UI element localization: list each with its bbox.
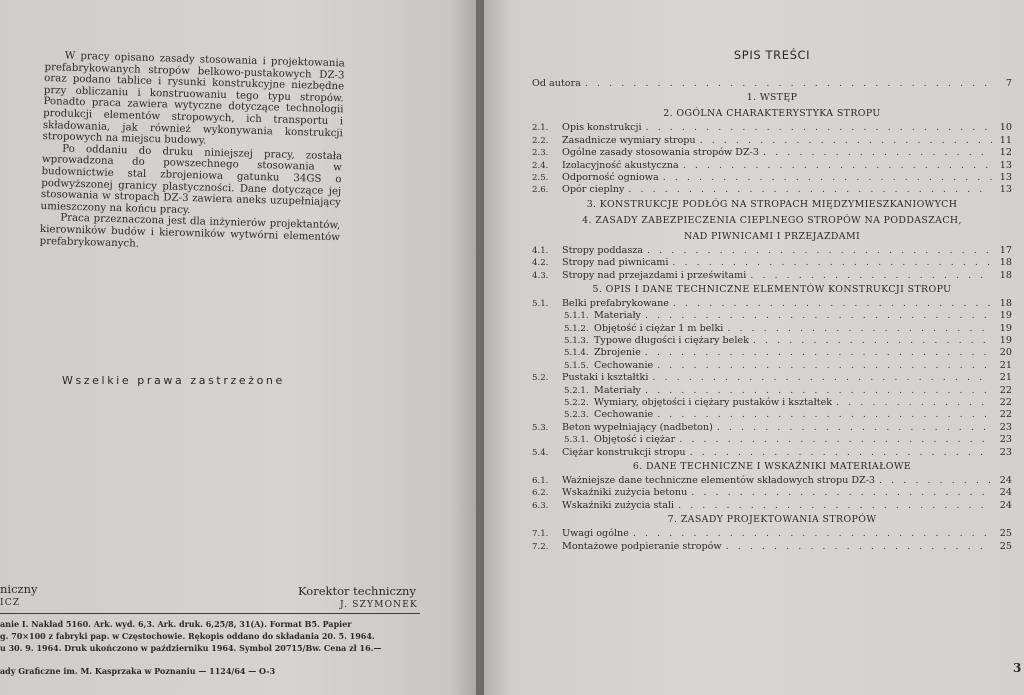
toc-entry-page: 22 <box>999 397 1012 409</box>
toc-entry-number: 5.1. <box>532 298 549 309</box>
toc-entry-number: 6.2. <box>532 488 549 499</box>
toc-entry-page: 10 <box>999 122 1012 134</box>
toc-title: SPIS TREŚCI <box>733 48 811 62</box>
toc-entry-page: 12 <box>999 147 1012 159</box>
toc-leader-dots <box>678 500 992 511</box>
toc-section-heading: 5. OPIS I DANE TECHNICZNE ELEMENTÓW KONSTRUKCJI STROPU <box>592 283 952 295</box>
toc-entry-page: 13 <box>999 171 1012 183</box>
toc-leader-dots <box>763 147 992 158</box>
toc-entry <box>532 434 1012 446</box>
toc-entry-number: 5.3. <box>532 422 549 433</box>
page-number: 3 <box>1013 661 1022 675</box>
toc-entry-number: 7.2. <box>532 541 549 552</box>
toc-entry-number: 5.4. <box>532 447 549 458</box>
toc-leader-dots <box>691 487 992 498</box>
toc-entry-page: 23 <box>999 434 1012 446</box>
toc-entry-page: 24 <box>999 487 1012 499</box>
toc-entry-title: Materiały <box>594 310 641 322</box>
intro-paragraph-1: W pracy opisano zasady stosowania i projektowania prefabrykowanych stropów belkowo-pustakowych DZ-3 oraz podano tablice i rysunki konstrukcyjne niezbędne przy obliczaniu i konstruowaniu tego typu stropów. Ponadto praca zawiera wytyczne dotyczące technologii produkcji elementów stropowych, ich transportu i składowania, jak również wykonywania konstrukcji stropowych na miejscu budowy. <box>42 50 345 147</box>
toc-leader-dots <box>645 347 992 358</box>
toc-entry-title: Ciężar konstrukcji stropu <box>562 446 686 458</box>
toc-entry-number: 6.3. <box>532 500 549 511</box>
toc-entry-title: Ogólne zasady stosowania stropów DZ-3 <box>562 147 760 159</box>
toc-entry <box>532 160 1012 172</box>
toc-entry <box>532 135 1012 147</box>
toc-leader-dots <box>663 172 992 183</box>
toc-entry <box>532 447 1012 459</box>
toc-section-heading: 1. WSTĘP <box>746 92 798 104</box>
editor-name: ICZ <box>0 598 21 608</box>
toc-entry <box>532 310 1012 322</box>
toc-leader-dots <box>726 541 992 552</box>
toc-section-heading: 4. ZASADY ZABEZPIECZENIA CIEPLNEGO STROPÓW NA PODDASZACH, <box>582 214 962 226</box>
toc-leader-dots <box>646 122 992 133</box>
toc-section-heading: NAD PIWNICAMI I PRZEJAZDAMI <box>683 230 861 242</box>
imprint-line-1: anie I. Nakład 5160. Ark. wyd. 6,3. Ark. druk. 6,25/8, 31(A). Format B5. Papier <box>0 619 352 629</box>
right-page <box>484 0 1024 695</box>
toc-entry-page: 25 <box>999 528 1012 540</box>
toc-entry <box>532 422 1012 434</box>
editor-role: niczny <box>0 582 38 596</box>
proofreader-name: J. SZYMONEK <box>340 600 418 610</box>
intro-paragraph-2: Po oddaniu do druku niniejszej pracy, została wprowadzona do powszechnego stosowania w budownictwie stal zbrojeniowa gatunku 34GS o podwyższonej granicy plastyczności. Dane dotyczące jej stosowania w stropach DZ-3 zawiera aneks uzupełniający umieszczony na końcu pracy. <box>40 143 343 216</box>
imprint-line-2: g. 70×100 z fabryki pap. w Częstochowie. Rękopis oddano do składania 20. 5. 1964. <box>0 631 375 641</box>
toc-entry <box>532 541 1012 553</box>
toc-entry-page: 24 <box>999 474 1012 486</box>
toc-section-heading: 2. OGÓLNA CHARAKTERYSTYKA STROPU <box>663 108 881 120</box>
toc-entry <box>532 78 1012 90</box>
toc-entry-number: 5.1.4. <box>564 348 589 359</box>
toc-entry-page: 11 <box>999 134 1012 146</box>
toc-leader-dots <box>645 385 992 396</box>
toc-entry <box>532 270 1012 282</box>
toc-leader-dots <box>717 422 992 433</box>
toc-section-heading: 3. KONSTRUKCJE PODŁÓG NA STROPACH MIĘDZYMIESZKANIOWYCH <box>586 198 958 210</box>
toc-entry-title: Wskaźniki zużycia stali <box>562 499 675 511</box>
imprint-line-3: u 30. 9. 1964. Druk ukończono w październiku 1964. Symbol 20715/Bw. Cena zł 16.— <box>0 643 382 653</box>
toc-entry-title: Objętość i ciężar 1 m belki <box>594 322 724 334</box>
toc-leader-dots <box>672 257 992 268</box>
toc-entry-number: 2.3. <box>532 148 549 159</box>
toc-entry-title: Montażowe podpieranie stropów <box>562 540 722 552</box>
toc-entry <box>532 298 1012 310</box>
toc-leader-dots <box>657 360 992 371</box>
toc-entry-title: Materiały <box>594 384 641 396</box>
toc-entry-number: 5.1.5. <box>564 360 589 371</box>
toc-entry <box>532 122 1012 134</box>
table-of-contents <box>532 48 1012 553</box>
toc-leader-dots <box>647 245 992 256</box>
toc-leader-dots <box>645 310 992 321</box>
toc-entry-page: 20 <box>999 347 1012 359</box>
toc-entry <box>532 409 1012 421</box>
toc-entry-page: 17 <box>999 244 1012 256</box>
toc-leader-dots <box>633 528 992 539</box>
toc-entry-number: 2.4. <box>532 160 549 171</box>
toc-entry <box>532 184 1012 196</box>
toc-entry-title: Opis konstrukcji <box>562 122 642 134</box>
toc-entry-number: 2.5. <box>532 172 549 183</box>
toc-entry-title: Opór cieplny <box>562 184 625 196</box>
toc-leader-dots <box>679 434 992 445</box>
proofreader-role: Korektor techniczny <box>298 584 416 598</box>
toc-entry <box>532 500 1012 512</box>
left-page <box>0 0 478 695</box>
toc-leader-dots <box>673 298 992 309</box>
toc-entry-number: 5.2. <box>532 373 549 384</box>
toc-entry <box>532 372 1012 384</box>
toc-entry-page: 21 <box>999 372 1012 384</box>
toc-entry-page: 13 <box>999 159 1012 171</box>
toc-entry-number: 2.2. <box>532 135 549 146</box>
toc-entry <box>532 323 1012 335</box>
toc-entry-number: 7.1. <box>532 529 549 540</box>
toc-entry-title: Izolacyjność akustyczna <box>562 159 679 171</box>
toc-section-heading: 6. DANE TECHNICZNE I WSKAŹNIKI MATERIAŁOWE <box>632 460 912 472</box>
toc-entry-number: 4.1. <box>532 245 549 256</box>
toc-entry-page: 19 <box>999 322 1012 334</box>
toc-entry-title: Stropy nad przejazdami i prześwitami <box>562 269 747 281</box>
toc-entry-title: Wymiary, objętości i ciężary pustaków i kształtek <box>594 397 833 409</box>
toc-entry-number: 6.1. <box>532 475 549 486</box>
toc-entry-number: 5.2.3. <box>564 410 589 421</box>
toc-entry-number: 2.1. <box>532 123 549 134</box>
toc-entry <box>532 147 1012 159</box>
toc-entry-title: Wskaźniki zużycia betonu <box>562 487 688 499</box>
toc-leader-dots <box>750 270 992 281</box>
toc-entry-page: 18 <box>999 269 1012 281</box>
toc-entry-title: Zasadnicze wymiary stropu <box>562 134 696 146</box>
toc-entry-title: Typowe długości i ciężary belek <box>594 335 749 347</box>
toc-entry-title: Cechowanie <box>594 359 654 371</box>
toc-entry-title: Zbrojenie <box>594 347 641 359</box>
toc-entry-number: 4.3. <box>532 270 549 281</box>
toc-entry-title: Od autora <box>532 78 581 89</box>
toc-leader-dots <box>700 135 992 146</box>
toc-leader-dots <box>652 372 992 383</box>
toc-entry-number: 2.6. <box>532 185 549 196</box>
toc-entry-title: Cechowanie <box>594 409 654 421</box>
toc-leader-dots <box>690 447 992 458</box>
toc-entry <box>532 172 1012 184</box>
toc-entry-title: Beton wypełniający (nadbeton) <box>562 421 713 433</box>
toc-entry-title: Ważniejsze dane techniczne elementów składowych stropu DZ-3 <box>562 474 876 486</box>
toc-entry-page: 22 <box>999 384 1012 396</box>
toc-entry-title: Stropy poddasza <box>562 244 644 256</box>
toc-entry-number: 5.2.1. <box>564 385 589 396</box>
toc-entry <box>532 335 1012 347</box>
toc-entry-page: 23 <box>999 421 1012 433</box>
toc-entry-page: 23 <box>999 446 1012 458</box>
toc-leader-dots <box>683 160 992 171</box>
toc-entry <box>532 257 1012 269</box>
toc-leader-dots <box>879 475 992 486</box>
toc-entry-number: 5.1.1. <box>564 311 589 322</box>
toc-leader-dots <box>753 335 992 346</box>
intro-text <box>39 50 344 255</box>
toc-leader-dots <box>628 184 992 195</box>
toc-leader-dots <box>657 409 992 420</box>
toc-entry-page: 22 <box>999 409 1012 421</box>
toc-list <box>532 78 1012 553</box>
rights-reserved-notice: Wszelkie prawa zastrzeżone <box>62 374 285 387</box>
toc-entry-number: 5.3.1. <box>564 435 589 446</box>
toc-entry-page: 19 <box>999 335 1012 347</box>
toc-entry-page: 19 <box>999 310 1012 322</box>
toc-entry-number: 5.2.2. <box>564 398 589 409</box>
toc-entry <box>532 475 1012 487</box>
toc-entry-page: 18 <box>999 297 1012 309</box>
toc-entry-number: 5.1.2. <box>564 323 589 334</box>
imprint <box>0 618 430 677</box>
toc-leader-dots <box>836 397 992 408</box>
toc-section-heading: 7. ZASADY PROJEKTOWANIA STROPÓW <box>667 514 877 526</box>
toc-entry-title: Uwagi ogólne <box>562 528 629 540</box>
colophon-divider <box>0 613 420 614</box>
toc-entry-page: 21 <box>999 359 1012 371</box>
toc-entry <box>532 397 1012 409</box>
toc-entry-title: Odporność ogniowa <box>562 171 659 183</box>
toc-leader-dots <box>585 78 992 89</box>
toc-entry-number: 5.1.3. <box>564 336 589 347</box>
toc-entry <box>532 245 1012 257</box>
toc-entry <box>532 360 1012 372</box>
toc-entry <box>532 385 1012 397</box>
toc-entry-title: Stropy nad piwnicami <box>562 257 669 269</box>
toc-entry-title: Pustaki i kształtki <box>562 372 649 384</box>
toc-entry <box>532 347 1012 359</box>
toc-entry-page: 18 <box>999 257 1012 269</box>
toc-entry-page: 25 <box>999 540 1012 552</box>
toc-entry-title: Objętość i ciężar <box>594 434 676 446</box>
toc-entry-page: 24 <box>999 499 1012 511</box>
toc-entry-title: Belki prefabrykowane <box>562 297 669 309</box>
toc-entry-page: 13 <box>999 184 1012 196</box>
toc-entry-number: 4.2. <box>532 258 549 269</box>
toc-entry-page: 7 <box>1005 78 1012 89</box>
printer-line: ady Graficzne im. M. Kasprzaka w Poznaniu — 1124/64 — O-3 <box>0 666 276 676</box>
toc-entry <box>532 487 1012 499</box>
intro-paragraph-3: Praca przeznaczona jest dla inżynierów projektantów, kierowników budów i kierowników wytwórni elementów prefabrykowanych. <box>39 212 341 250</box>
toc-leader-dots <box>727 323 992 334</box>
toc-entry <box>532 528 1012 540</box>
